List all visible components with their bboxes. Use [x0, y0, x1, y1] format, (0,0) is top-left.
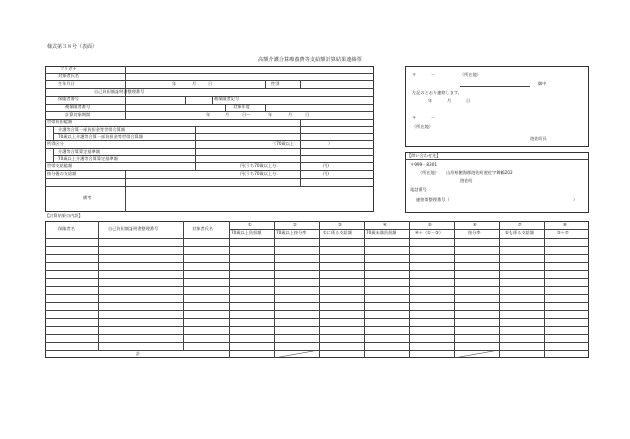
- birthdate-label: 生年月日: [58, 81, 75, 86]
- proportional-payment-yen-close: 円): [323, 171, 329, 176]
- period-to-day: 日: [305, 112, 310, 117]
- notice-day: 日: [466, 98, 471, 103]
- contact-address: 山形県飽海郡遊佐町遊佐字舞鶴202: [446, 170, 513, 175]
- care-combined-self-burden-label: 介護等合算一部負担金等世帯合算額: [58, 127, 126, 132]
- col-num-1: ①: [248, 222, 252, 227]
- furigana-label: フリガナ: [60, 66, 77, 71]
- col-label-5: ④＋（①－③）: [415, 230, 444, 235]
- col-num-5: ⑤: [428, 222, 432, 227]
- col-insurer: 保険者名: [58, 226, 75, 231]
- birth-day: 日: [208, 81, 213, 86]
- col-num-3: ③: [338, 222, 342, 227]
- postal-mark-1: 〒: [412, 72, 417, 77]
- address-2: （所在地）: [412, 124, 433, 129]
- col-label-6: 按分率: [468, 230, 481, 235]
- insured-number-label: 被保険者番号: [65, 104, 91, 109]
- postal-dash-2: －: [431, 115, 436, 120]
- contact-postal: 〒999－8301: [410, 162, 438, 167]
- contact-ref-close: ）: [573, 197, 578, 202]
- postal-dash-1: －: [431, 72, 436, 77]
- address-1: （所在地）: [460, 72, 481, 77]
- col-cert: 自己負担額証明書整理番号: [108, 226, 159, 231]
- remarks-label: 備考: [83, 195, 92, 200]
- form-title: 高額介護合算療養費等支給額計算結果連絡票: [258, 57, 362, 63]
- col-num-4: ④: [383, 222, 387, 227]
- col-subject: 対象者氏名: [192, 226, 213, 231]
- over70-paren-open: （70歳以上：: [272, 141, 299, 146]
- care-combined-standard-label: 介護等合算算定基準額: [58, 149, 100, 154]
- gender-label: 性別: [271, 81, 280, 86]
- household-payment-yen-close: 円): [323, 163, 329, 168]
- col-label-3: ①に係る支給額: [323, 230, 352, 235]
- notice-year: 年: [428, 98, 433, 103]
- target-year-label: 対象年度: [233, 104, 250, 109]
- period-to-year: 年: [268, 112, 273, 117]
- period-from-month: 月: [225, 112, 230, 117]
- proportional-payment-yen: 円(うち70歳以上分：: [240, 171, 281, 176]
- postal-mark-2: 〒: [412, 115, 417, 120]
- income-category-label: 所得区分: [47, 141, 64, 146]
- over70-care-standard-label: 70歳以上介護等合算算定基準額: [58, 156, 118, 161]
- col-label-4: 70歳未満負担額: [366, 230, 397, 235]
- results-table: [45, 221, 589, 358]
- total-col6-strike: [454, 350, 499, 358]
- birth-year: 年: [172, 81, 177, 86]
- col-num-2: ②: [293, 222, 297, 227]
- col-num-7: ⑦: [518, 222, 522, 227]
- honorific: 御中: [538, 81, 547, 86]
- col-label-8: ③＋⑦: [557, 230, 569, 235]
- form-number: 様式第３８号（表面）: [47, 44, 98, 50]
- col-label-2: 70歳以上按分率: [276, 230, 307, 235]
- birth-month: 月: [192, 81, 197, 86]
- contact-issuer: 遊佐町: [460, 178, 473, 183]
- notice-text: 左記のとおり連絡します。: [412, 90, 462, 95]
- results-header: 【計算結果の内訳】: [45, 213, 83, 218]
- household-payment-yen: 円(うち70歳以上分：: [240, 163, 281, 168]
- total-label: 計: [136, 351, 141, 356]
- contact-header: 【問い合わせ先】: [407, 153, 441, 158]
- col-label-1: 70歳以上負担額: [231, 230, 262, 235]
- over70-paren-close: ）: [328, 141, 333, 146]
- issuer: 遊佐町長: [530, 136, 547, 141]
- col-num-6: ⑥: [473, 222, 477, 227]
- period-from-day: 日～: [242, 112, 251, 117]
- calc-period-label: 計算対象期間: [65, 112, 91, 117]
- phone-label: 電話番号: [410, 187, 427, 192]
- period-to-month: 月: [288, 112, 293, 117]
- col-num-8: ⑧: [563, 222, 567, 227]
- over70-care-combined-label: 70歳以上介護等合算一部負担金等世帯合算額: [58, 134, 143, 139]
- certificate-number-label: 自己負担額証明書整理番号: [94, 89, 145, 94]
- household-payment-label: 世帯支給総額: [47, 163, 73, 168]
- insurer-number-label: 保険者番号: [58, 96, 79, 101]
- total-col2-strike: [274, 350, 319, 358]
- contact-ref-label: 連絡票整理番号（: [416, 197, 450, 202]
- proportional-payment-label: 按分後の支給額: [47, 171, 77, 176]
- col-label-7: ⑤も係る支給額: [505, 230, 534, 235]
- contact-address-label: （所在地）: [418, 170, 439, 175]
- insured-symbol-label: 被保険者記号: [214, 96, 240, 101]
- subject-name-label: 対象者氏名: [58, 73, 79, 78]
- notice-month: 月: [447, 98, 452, 103]
- period-from-year: 年: [206, 112, 211, 117]
- total-self-burden-label: 世帯負担総額: [47, 119, 73, 124]
- recipient-box: [405, 66, 589, 147]
